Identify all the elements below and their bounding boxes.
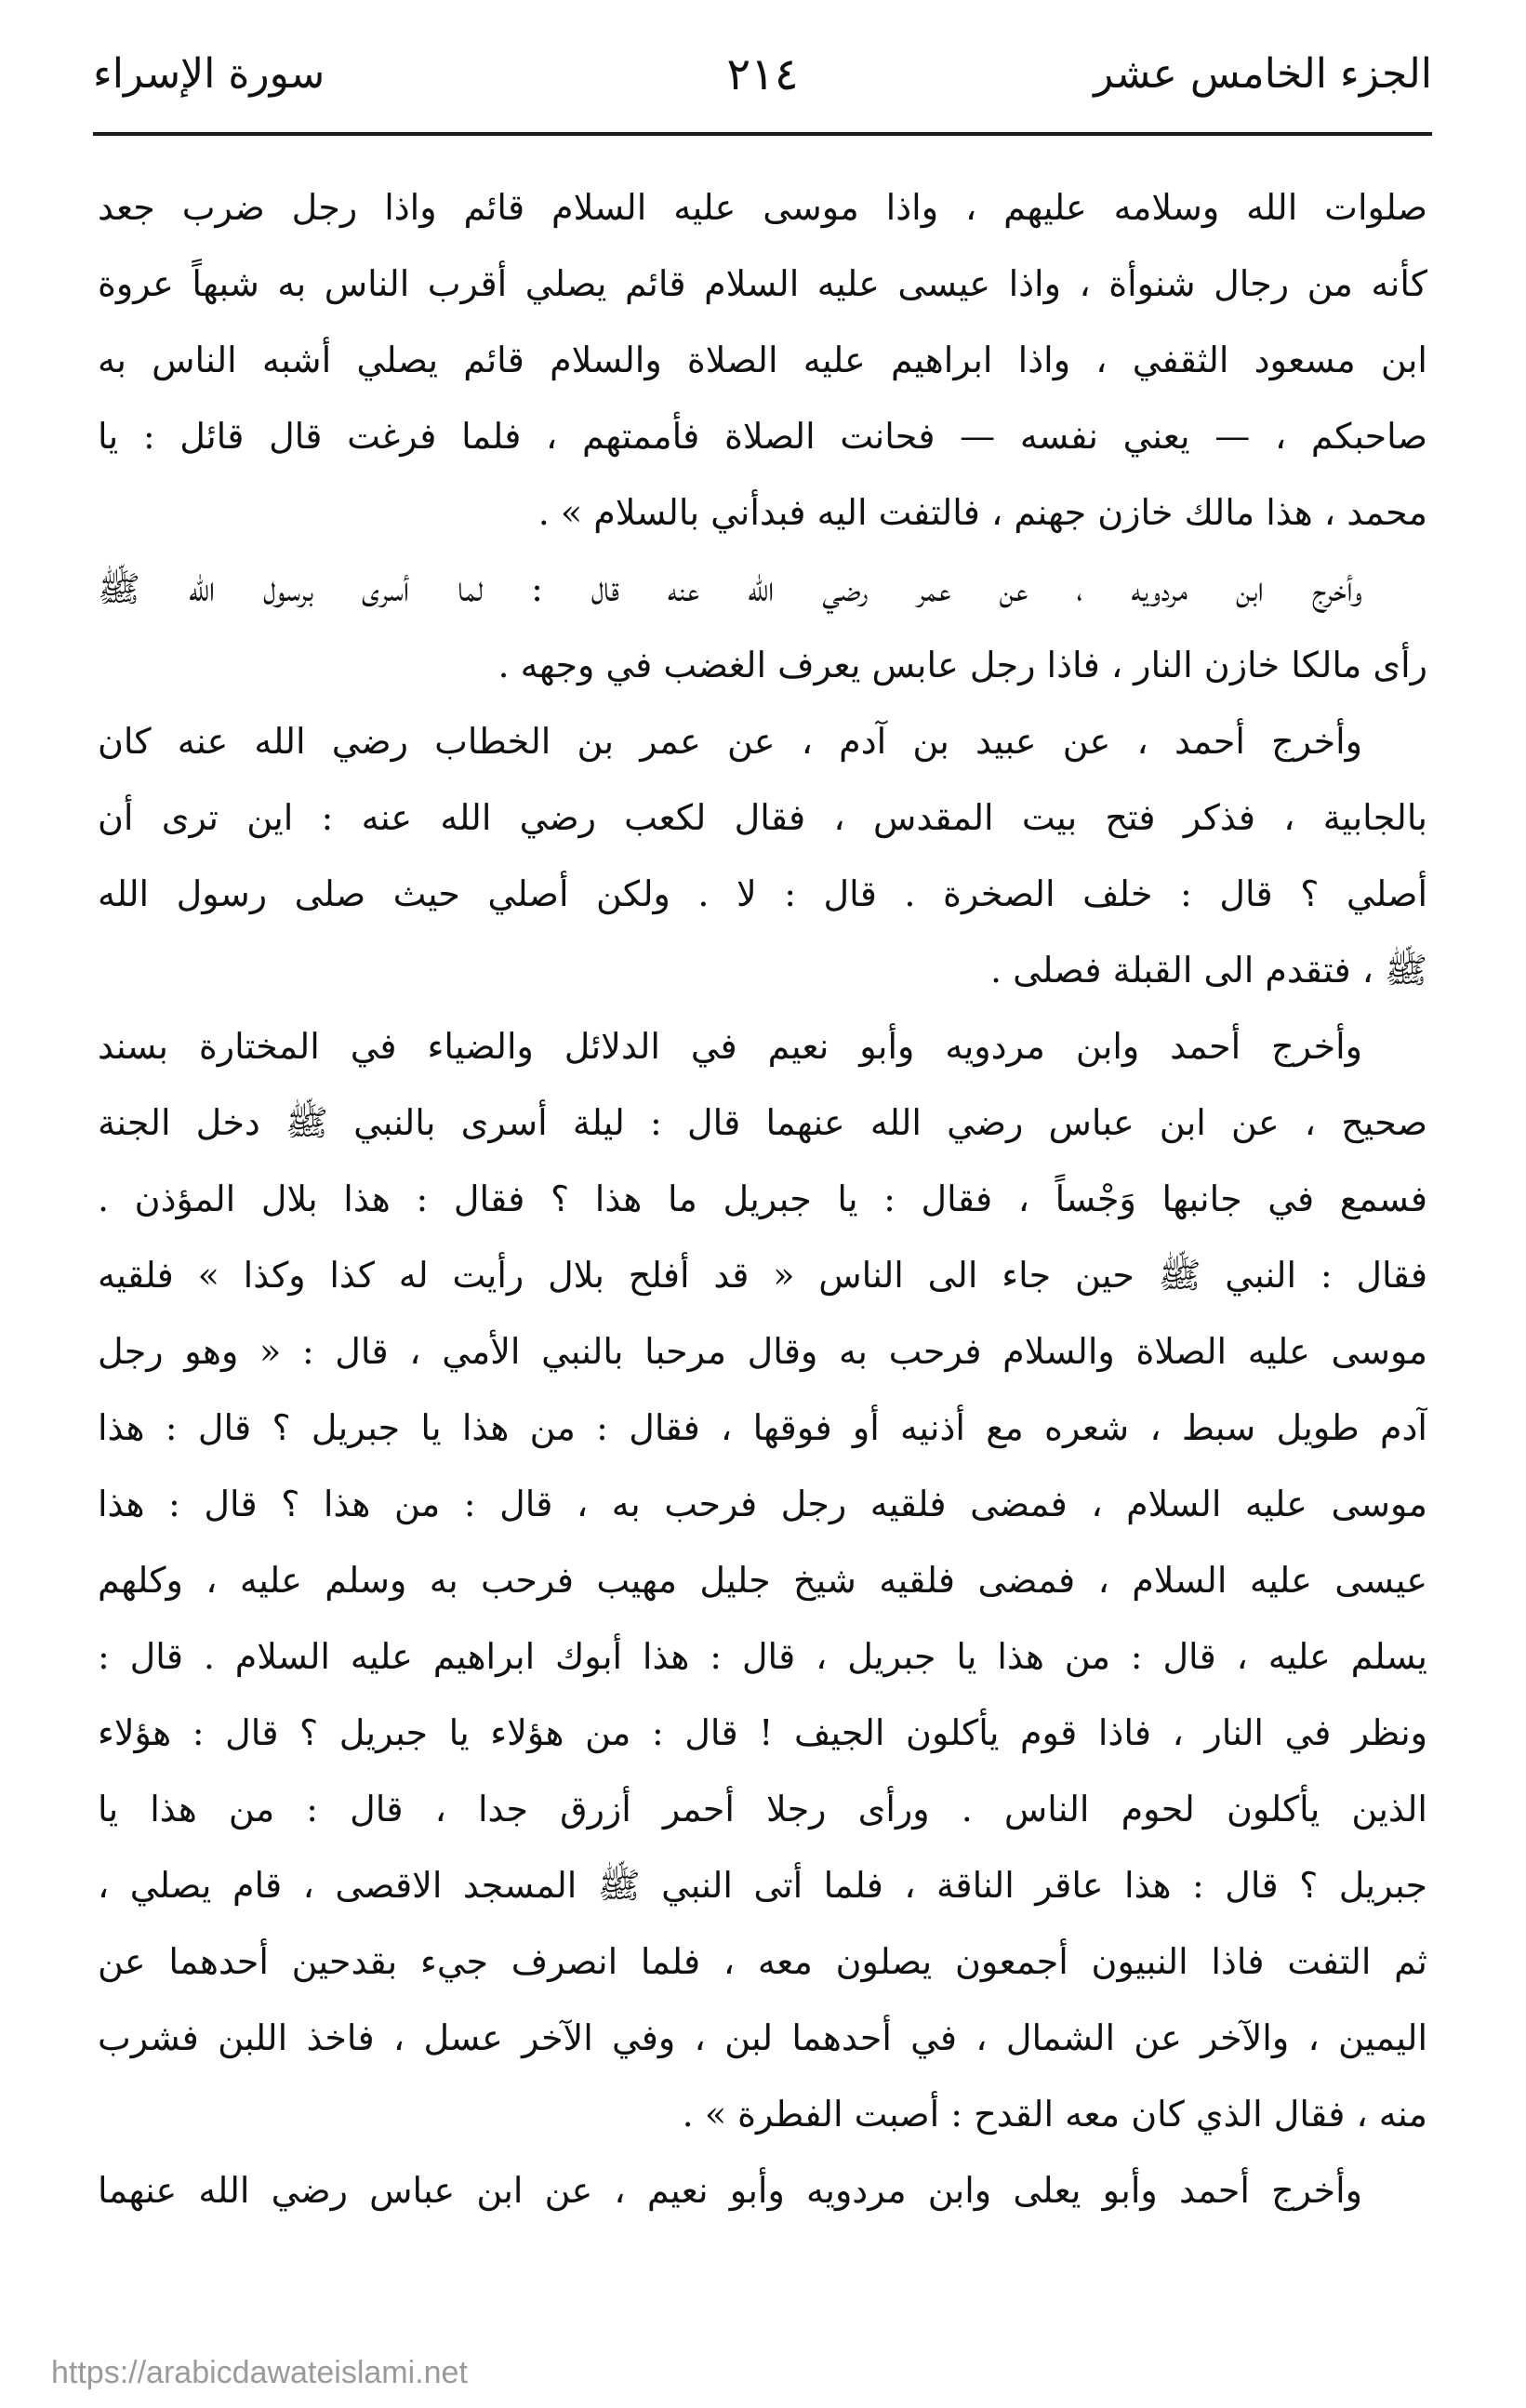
page-number: ٢١٤	[726, 48, 799, 100]
text-line: كأنه من رجال شنوأة ، واذا عيسى عليه السلام قائم يصلي أقرب الناس به شبهاً عروة	[98, 263, 1427, 304]
text-line: ثم التفت فاذا النبيون أجمعون يصلون معه ، فلما انصرف جيء بقدحين أحدهما عن	[98, 1941, 1427, 1982]
text-line: وأخرج أحمد ، عن عبيد بن آدم ، عن عمر بن الخطاب رضي الله عنه كان	[98, 721, 1362, 762]
text-line: الذين يأكلون لحوم الناس . ورأى رجلا أحمر أزرق جدا ، قال : من هذا يا	[98, 1789, 1427, 1829]
text-line: وأخرج أحمد وأبو يعلى وابن مردويه وأبو نعيم ، عن ابن عباس رضي الله عنهما	[98, 2170, 1362, 2211]
text-line: بالجابية ، فذكر فتح بيت المقدس ، فقال لكعب رضي الله عنه : اين ترى أن	[98, 797, 1427, 838]
page-body	[98, 169, 1427, 2228]
text-line: ﷺ ، فتقدم الى القبلة فصلى .	[989, 950, 1427, 991]
text-line: ابن مسعود الثقفي ، واذا ابراهيم عليه الصلاة والسلام قائم يصلي أشبه الناس به	[98, 339, 1427, 380]
text-line: موسى عليه السلام ، فمضى فلقيه رجل فرحب به ، قال : من هذا ؟ قال : هذا	[98, 1483, 1427, 1524]
text-line: رأى مالكا خازن النار ، فاذا رجل عابس يعرف الغضب في وجهه .	[498, 645, 1427, 685]
text-line: عيسى عليه السلام ، فمضى فلقيه شيخ جليل مهيب فرحب به وسلم عليه ، وكلهم	[98, 1560, 1427, 1601]
text-line: منه ، فقال الذي كان معه القدح : أصبت الفطرة » .	[682, 2094, 1427, 2135]
page-header	[93, 37, 1432, 112]
text-line: وأخرج ابن مردويه ، عن عمر رضي الله عنه قال : لما أسرى برسول الله ﷺ	[98, 568, 1362, 609]
text-line: صحيح ، عن ابن عباس رضي الله عنهما قال : ليلة أسرى بالنبي ﷺ دخل الجنة	[98, 1102, 1427, 1143]
text-line: اليمين ، والآخر عن الشمال ، في أحدهما لبن ، وفي الآخر عسل ، فاخذ اللبن فشرب	[98, 2017, 1427, 2058]
text-line: فقال : النبي ﷺ حين جاء الى الناس « قد أفلح بلال رأيت له كذا وكذا » فلقيه	[98, 1255, 1427, 1296]
source-watermark: https://arabicdawateislami.net	[51, 2355, 468, 2390]
text-line: ونظر في النار ، فاذا قوم يأكلون الجيف ! قال : من هؤلاء يا جبريل ؟ قال : هؤلاء	[98, 1712, 1427, 1753]
header-rule	[93, 132, 1432, 136]
text-line: فسمع في جانبها وَجْساً ، فقال : يا جبريل ما هذا ؟ فقال : هذا بلال المؤذن .	[98, 1178, 1427, 1219]
text-line: آدم طويل سبط ، شعره مع أذنيه أو فوقها ، فقال : من هذا يا جبريل ؟ قال : هذا	[98, 1407, 1427, 1448]
text-line: جبريل ؟ قال : هذا عاقر الناقة ، فلما أتى النبي ﷺ المسجد الاقصى ، قام يصلي ،	[98, 1865, 1427, 1906]
surah-title: سورة الإسراء	[93, 50, 325, 98]
part-title: الجزء الخامس عشر	[1094, 50, 1432, 98]
text-line: يسلم عليه ، قال : من هذا يا جبريل ، قال : هذا أبوك ابراهيم عليه السلام . قال :	[98, 1636, 1427, 1677]
text-line: صاحبكم ، — يعني نفسه — فحانت الصلاة فأممتهم ، فلما فرغت قال قائل : يا	[98, 416, 1427, 457]
text-line: محمد ، هذا مالك خازن جهنم ، فالتفت اليه فبدأني بالسلام » .	[537, 492, 1427, 533]
text-line: صلوات الله وسلامه عليهم ، واذا موسى عليه السلام قائم واذا رجل ضرب جعد	[98, 187, 1427, 228]
text-line: أصلي ؟ قال : خلف الصخرة . قال : لا . ولكن أصلي حيث صلى رسول الله	[98, 873, 1427, 914]
text-line: موسى عليه الصلاة والسلام فرحب به وقال مرحبا بالنبي الأمي ، قال : « وهو رجل	[98, 1331, 1427, 1372]
text-line: وأخرج أحمد وابن مردويه وأبو نعيم في الدلائل والضياء في المختارة بسند	[98, 1026, 1362, 1067]
